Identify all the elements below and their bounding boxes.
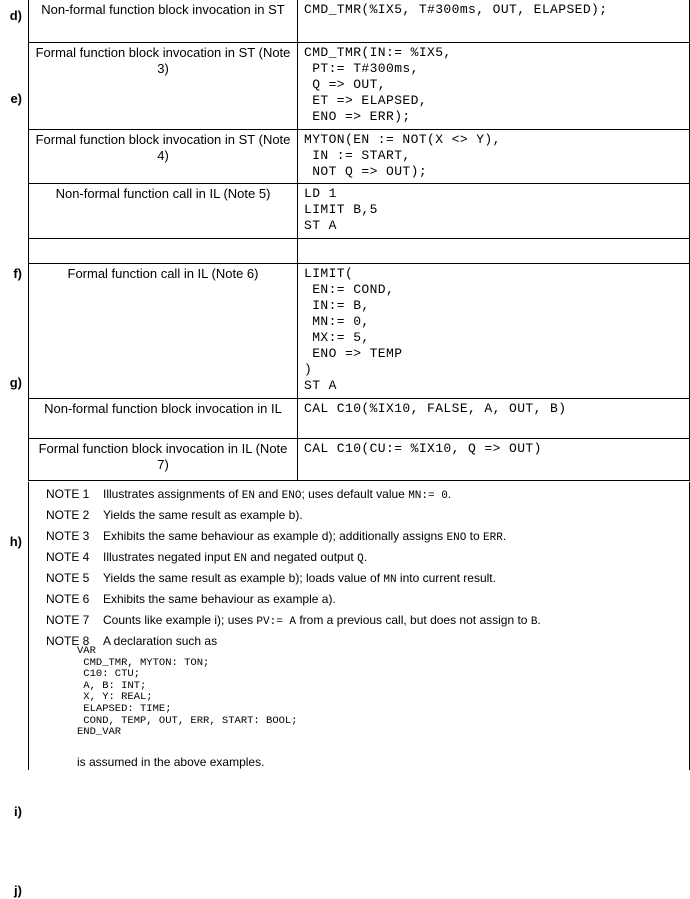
- code-line: IN := START,: [304, 148, 411, 163]
- note-7: [46, 613, 541, 629]
- declaration-line: X, Y: REAL;: [77, 691, 153, 704]
- description-cell: Non-formal function call in IL (Note 5): [29, 184, 298, 238]
- code-token: ERR: [483, 532, 503, 544]
- code-cell: [304, 399, 689, 438]
- code-line: EN:= COND,: [304, 282, 395, 297]
- code-line: CMD_TMR(IN:= %IX5,: [304, 45, 452, 60]
- code-line: ST A: [304, 378, 337, 393]
- code-token: EN: [241, 490, 255, 502]
- code-line: ENO => TEMP: [304, 346, 403, 361]
- description-cell: Formal function block invocation in IL (Note 7): [29, 439, 298, 480]
- table-row: [28, 130, 690, 184]
- description-cell: Formal function block invocation in ST (Note 3): [29, 43, 298, 129]
- note-text: .: [502, 529, 507, 543]
- var-declaration: [77, 646, 298, 739]
- note-text: Illustrates assignments of: [103, 487, 242, 501]
- note-text: to: [466, 529, 484, 543]
- note-text: Yields the same result as example b).: [103, 508, 303, 522]
- code-line: LIMIT B,5: [304, 202, 378, 217]
- code-cell: [304, 439, 689, 480]
- example-label: h): [9, 534, 22, 549]
- code-token: Q: [357, 553, 364, 565]
- note-text: Exhibits the same behaviour as example d); additionally assigns: [103, 529, 447, 543]
- declaration-line: C10: CTU;: [77, 668, 141, 681]
- note-label: NOTE 7: [46, 613, 90, 627]
- note-label: NOTE 1: [46, 487, 90, 501]
- declaration-line: ELAPSED: TIME;: [77, 702, 172, 715]
- table-row: [28, 439, 690, 481]
- description-cell: Formal function call in IL (Note 6): [29, 264, 298, 398]
- note-text: A declaration such as: [103, 634, 218, 648]
- code-cell: [304, 239, 689, 263]
- code-line: ): [304, 362, 313, 377]
- code-line: NOT Q => OUT);: [304, 164, 428, 179]
- code-line: LD 1: [304, 186, 337, 201]
- example-label: d): [9, 8, 22, 23]
- note-6: [46, 592, 336, 606]
- note-text: from a previous call, but does not assign to: [296, 613, 531, 627]
- code-cell: [304, 264, 689, 398]
- note-3: [46, 529, 506, 545]
- declaration-line: CMD_TMR, MYTON: TON;: [77, 656, 210, 669]
- note-text: and negated output: [246, 550, 358, 564]
- code-line: ENO => ERR);: [304, 109, 411, 124]
- code-token: MN: [383, 574, 397, 586]
- declaration-line: VAR: [77, 645, 96, 657]
- code-token: ENO: [446, 532, 467, 544]
- code-token: PV:= A: [256, 616, 297, 628]
- table-row: [28, 399, 690, 439]
- declaration-line: END_VAR: [77, 726, 122, 739]
- note-8: [46, 634, 217, 648]
- note-text: .: [537, 613, 541, 627]
- note-label: NOTE 3: [46, 529, 90, 543]
- description-cell: Non-formal function block invocation in ST: [29, 0, 298, 42]
- note-4: [46, 550, 367, 566]
- note-text: .: [447, 487, 452, 501]
- note-2: [46, 508, 303, 522]
- code-line: PT:= T#300ms,: [304, 61, 419, 76]
- note-5: [46, 571, 496, 587]
- table-row: [28, 43, 690, 130]
- code-token: MN:= 0: [408, 490, 448, 502]
- code-line: CAL C10(CU:= %IX10, Q => OUT): [304, 441, 542, 456]
- note-label: NOTE 8: [46, 634, 90, 648]
- table-row: [28, 0, 690, 43]
- code-line: CMD_TMR(%IX5, T#300ms, OUT, ELAPSED);: [304, 2, 608, 17]
- example-label: e): [10, 91, 22, 106]
- code-line: MYTON(EN := NOT(X <> Y),: [304, 132, 501, 147]
- note-label: NOTE 6: [46, 592, 90, 606]
- note-1: [46, 487, 451, 503]
- code-line: Q => OUT,: [304, 77, 387, 92]
- code-cell: [304, 0, 689, 42]
- example-label: j): [14, 883, 22, 898]
- note-text: Yields the same result as example b); loads value of: [103, 571, 384, 585]
- example-label: f): [13, 266, 22, 281]
- code-token: B: [530, 616, 538, 628]
- note-label: NOTE 2: [46, 508, 90, 522]
- description-cell: Formal function block invocation in ST (Note 4): [29, 130, 298, 183]
- code-line: ST A: [304, 218, 337, 233]
- note-text: Illustrates negated input: [103, 550, 234, 564]
- note-label: NOTE 4: [46, 550, 90, 564]
- table-row: [28, 264, 690, 399]
- code-token: EN: [233, 553, 247, 565]
- note-text: Counts like example i); uses: [103, 613, 257, 627]
- note-text: and: [254, 487, 282, 501]
- table-row: [28, 184, 690, 239]
- closing-text: is assumed in the above examples.: [77, 755, 265, 769]
- code-line: CAL C10(%IX10, FALSE, A, OUT, B): [304, 401, 567, 416]
- description-cell: [29, 239, 298, 263]
- code-line: MN:= 0,: [304, 314, 370, 329]
- declaration-line: A, B: INT;: [77, 679, 147, 692]
- code-cell: [304, 130, 689, 183]
- declaration-line: COND, TEMP, OUT, ERR, START: BOOL;: [77, 714, 298, 727]
- code-line: IN:= B,: [304, 298, 370, 313]
- note-text: .: [363, 550, 368, 564]
- code-cell: [304, 43, 689, 129]
- example-label: i): [14, 804, 22, 819]
- description-cell: Non-formal function block invocation in IL: [29, 399, 298, 438]
- code-line: ET => ELAPSED,: [304, 93, 428, 108]
- note-text: Exhibits the same behaviour as example a).: [103, 592, 336, 606]
- code-token: ENO: [281, 490, 302, 502]
- example-label: g): [9, 375, 22, 390]
- code-cell: [304, 184, 689, 238]
- code-line: LIMIT(: [304, 266, 354, 281]
- table-row: [28, 239, 690, 264]
- note-label: NOTE 5: [46, 571, 90, 585]
- code-line: MX:= 5,: [304, 330, 370, 345]
- note-text: ; uses default value: [301, 487, 409, 501]
- notes-section: [28, 482, 690, 770]
- note-text: into current result.: [396, 571, 496, 585]
